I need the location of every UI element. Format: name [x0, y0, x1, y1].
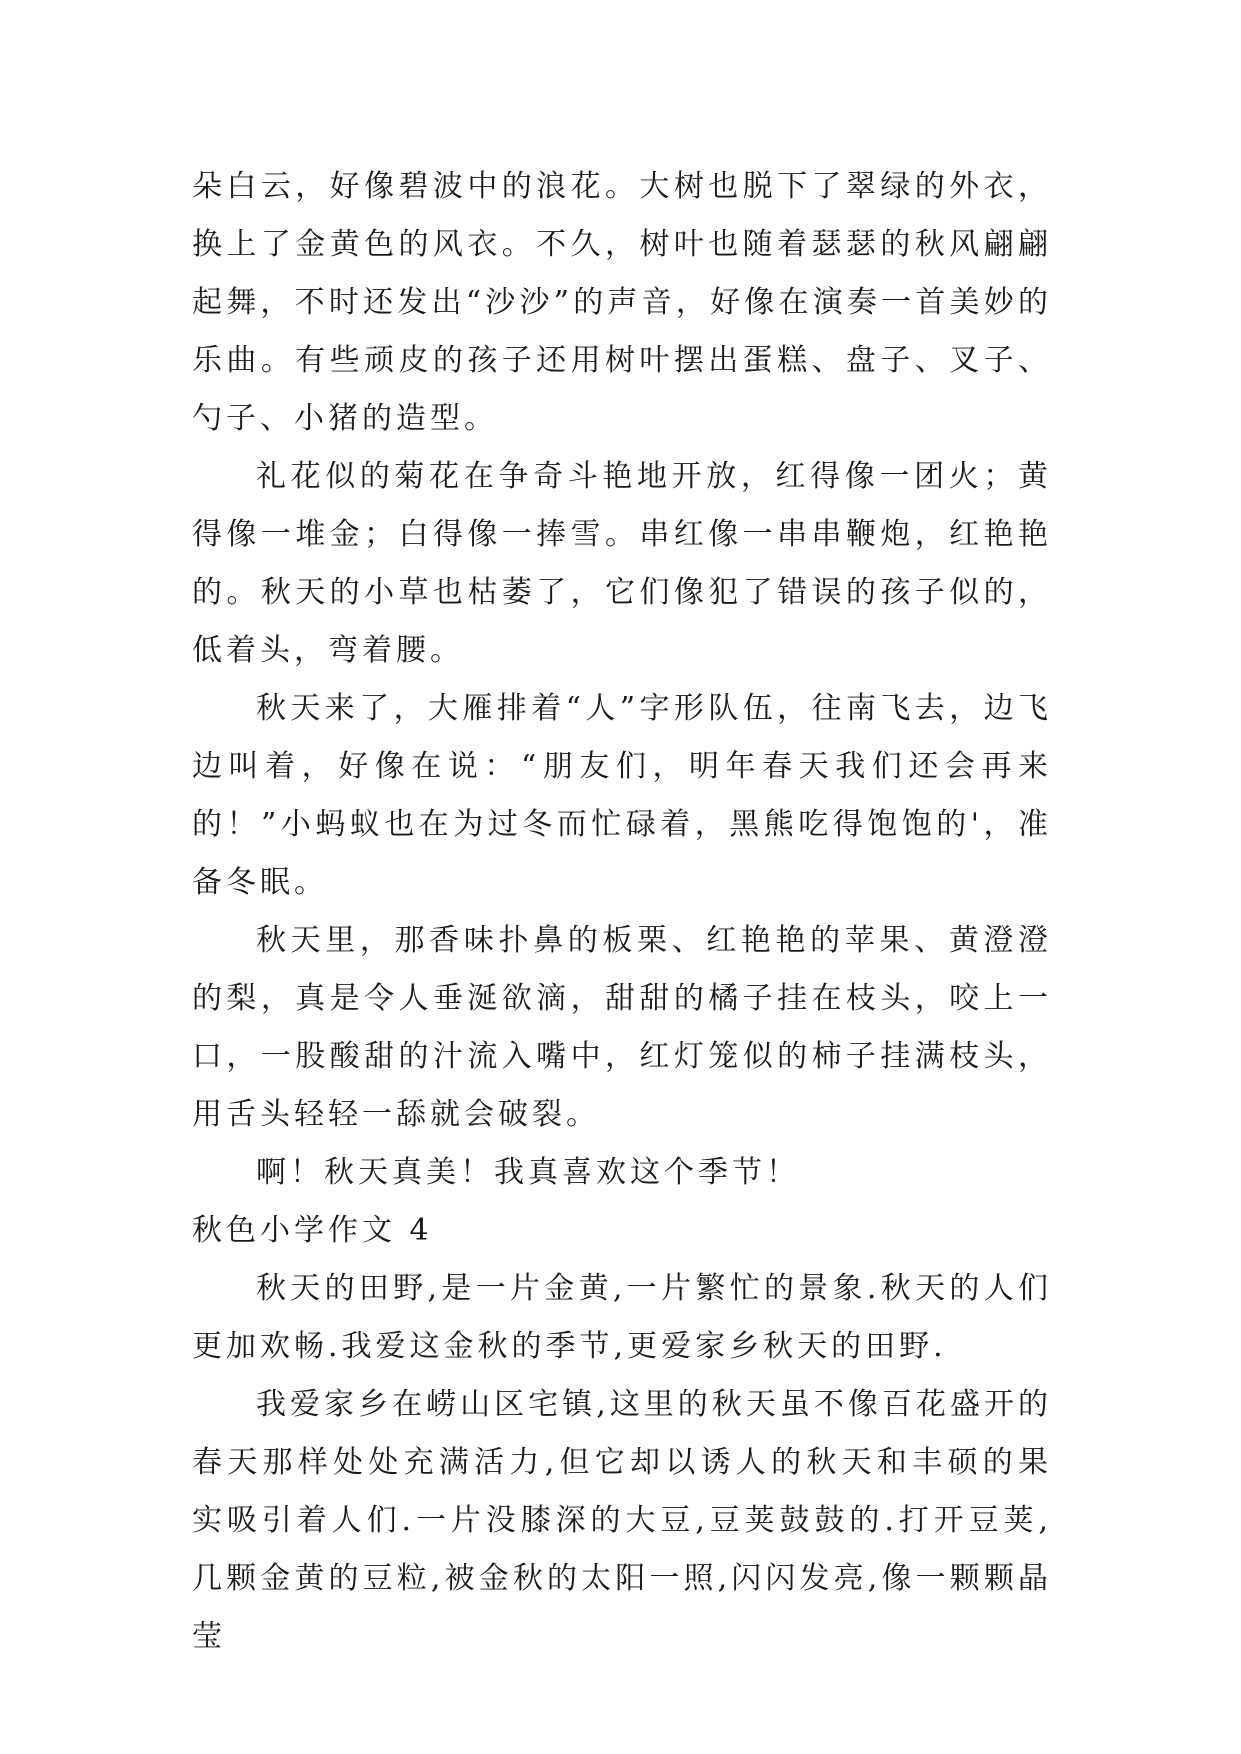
paragraph-fruits: 秋天里，那香味扑鼻的板栗、红艳艳的苹果、黄澄澄的梨，真是令人垂涎欲滴，甜甜的橘子挂在枝头，咬上一口，一股酸甜的汁流入嘴中，红灯笼似的柿子挂满枝头，用舌头轻轻一舔就会破裂。: [192, 923, 1052, 1132]
paragraph-continuation: 朵白云，好像碧波中的浪花。大树也脱下了翠绿的外衣，换上了金黄色的风衣。不久，树叶也随着瑟瑟的秋风翩翩起舞，不时还发出“沙沙”的声音，好像在演奏一首美妙的乐曲。有些顽皮的孩子还用树叶摆出蛋糕、盘子、叉子、勺子、小猪的造型。: [192, 169, 1052, 436]
document-body: [192, 158, 1052, 1666]
paragraph-geese: 秋天来了，大雁排着“人”字形队伍，往南飞去，边飞边叫着，好像在说：“朋友们，明年春天我们还会再来的！”小蚂蚁也在为过冬而忙碌着，黑熊吃得饱饱的'，准备冬眠。: [192, 691, 1052, 900]
paragraph-exclamation: 啊！秋天真美！我真喜欢这个季节！: [256, 1155, 800, 1190]
paragraph-fields: 秋天的田野,是一片金黄,一片繁忙的景象.秋天的人们更加欢畅.我爱这金秋的季节,更爱家乡秋天的田野.: [192, 1271, 1052, 1364]
section-title: 秋色小学作文 4: [192, 1213, 433, 1248]
paragraph-hometown: 我爱家乡在崂山区宅镇,这里的秋天虽不像百花盛开的春天那样处处充满活力,但它却以诱人的秋天和丰硕的果实吸引着人们.一片没膝深的大豆,豆荚鼓鼓的.打开豆荚,几颗金黄的豆粒,被金秋的太阳一照,闪闪发亮,像一颗颗晶莹: [192, 1387, 1052, 1654]
paragraph-chrysanthemum: 礼花似的菊花在争奇斗艳地开放，红得像一团火；黄得像一堆金；白得像一捧雪。串红像一串串鞭炮，红艳艳的。秋天的小草也枯萎了，它们像犯了错误的孩子似的，低着头，弯着腰。: [192, 459, 1052, 668]
